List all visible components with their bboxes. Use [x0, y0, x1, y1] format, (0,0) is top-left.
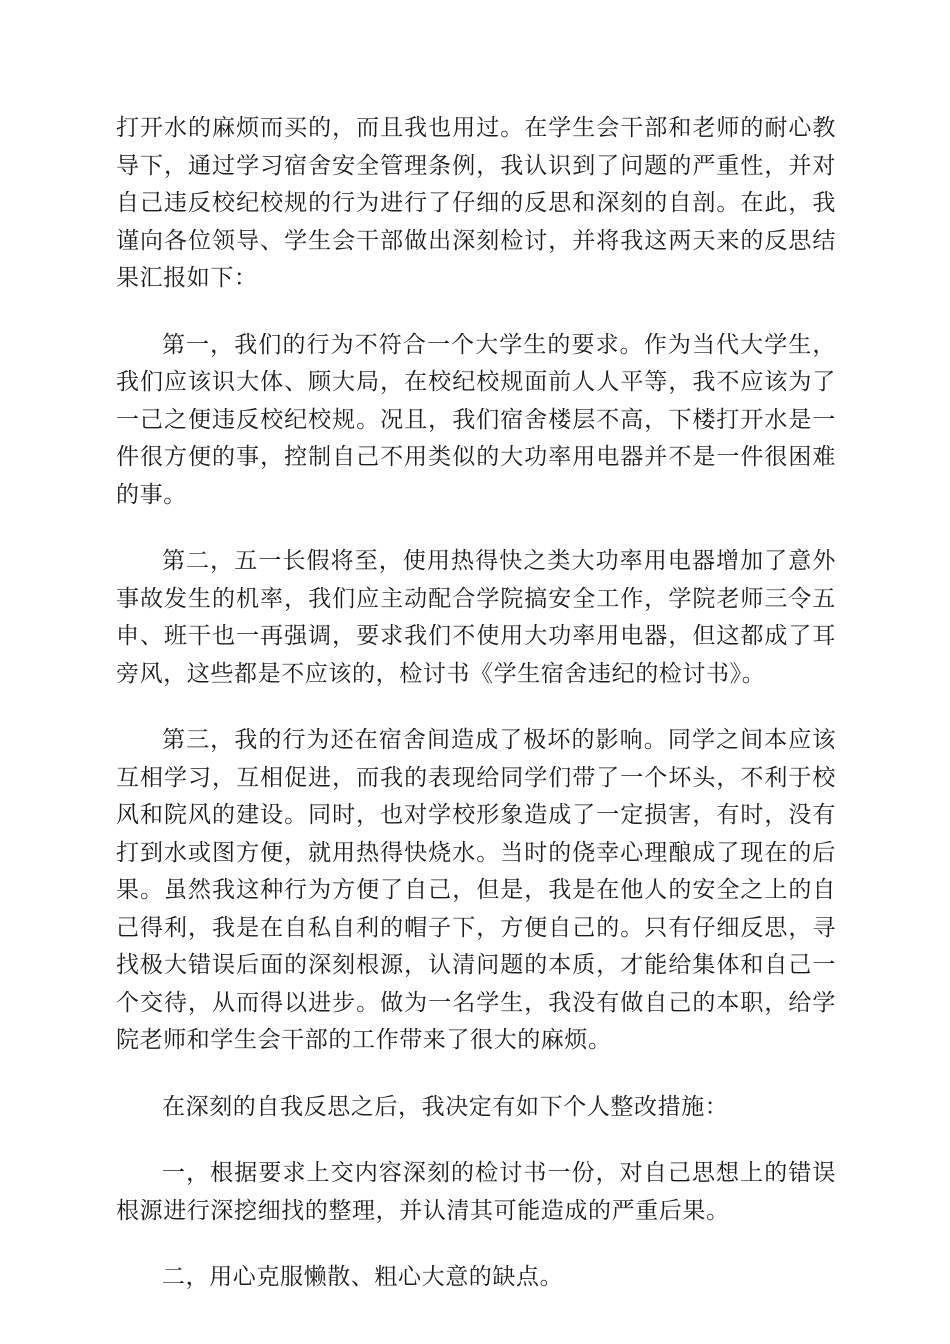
document-body: [116, 110, 836, 1297]
paragraph-measure-two: 二，用心克服懒散、粗心大意的缺点。: [162, 1264, 564, 1290]
paragraph-measures-intro: 在深刻的自我反思之后，我决定有如下个人整改措施：: [162, 1093, 729, 1120]
paragraph-measure-one: 一，根据要求上交内容深刻的检讨书一份，对自己思想上的错误根源进行深挖细找的整理，并认清其可能造成的严重后果。: [116, 1160, 836, 1224]
paragraph-point-one: 第一，我们的行为不符合一个大学生的要求。作为当代大学生，我们应该识大体、顾大局，在校纪校规面前人人平等，我不应该为了一己之便违反校纪校规。况且，我们宿舍楼层不高，下楼打开水是一件很方便的事，控制自己不用类似的大功率用电器并不是一件很困难的事。: [116, 331, 836, 508]
paragraph-point-three: 第三，我的行为还在宿舍间造成了极坏的影响。同学之间本应该互相学习，互相促进，而我的表现给同学们带了一个坏头，不利于校风和院风的建设。同时，也对学校形象造成了一定损害，有时，没有打到水或图方便，就用热得快烧水。当时的侥幸心理酿成了现在的后果。虽然我这种行为方便了自己，但是，我是在他人的安全之上的自己得利，我是在自私自利的帽子下，方便自己的。只有仔细反思，寻找极大错误后面的深刻根源，认清问题的本质，才能给集体和自己一个交待，从而得以进步。做为一名学生，我没有做自己的本职，给学院老师和学生会干部的工作带来了很大的麻烦。: [116, 727, 836, 1053]
paragraph-intro-continued: 打开水的麻烦而买的，而且我也用过。在学生会干部和老师的耐心教导下，通过学习宿舍安全管理条例，我认识到了问题的严重性，并对自己违反校纪校规的行为进行了仔细的反思和深刻的自剖。在此，我谨向各位领导、学生会干部做出深刻检讨，并将我这两天来的反思结果汇报如下：: [116, 115, 836, 291]
paragraph-point-two: 第二，五一长假将至，使用热得快之类大功率用电器增加了意外事故发生的机率，我们应主动配合学院搞安全工作，学院老师三令五申、班干也一再强调，要求我们不使用大功率用电器，但这都成了耳旁风，这些都是不应该的，检讨书《学生宿舍违纪的检讨书》。: [116, 548, 836, 687]
